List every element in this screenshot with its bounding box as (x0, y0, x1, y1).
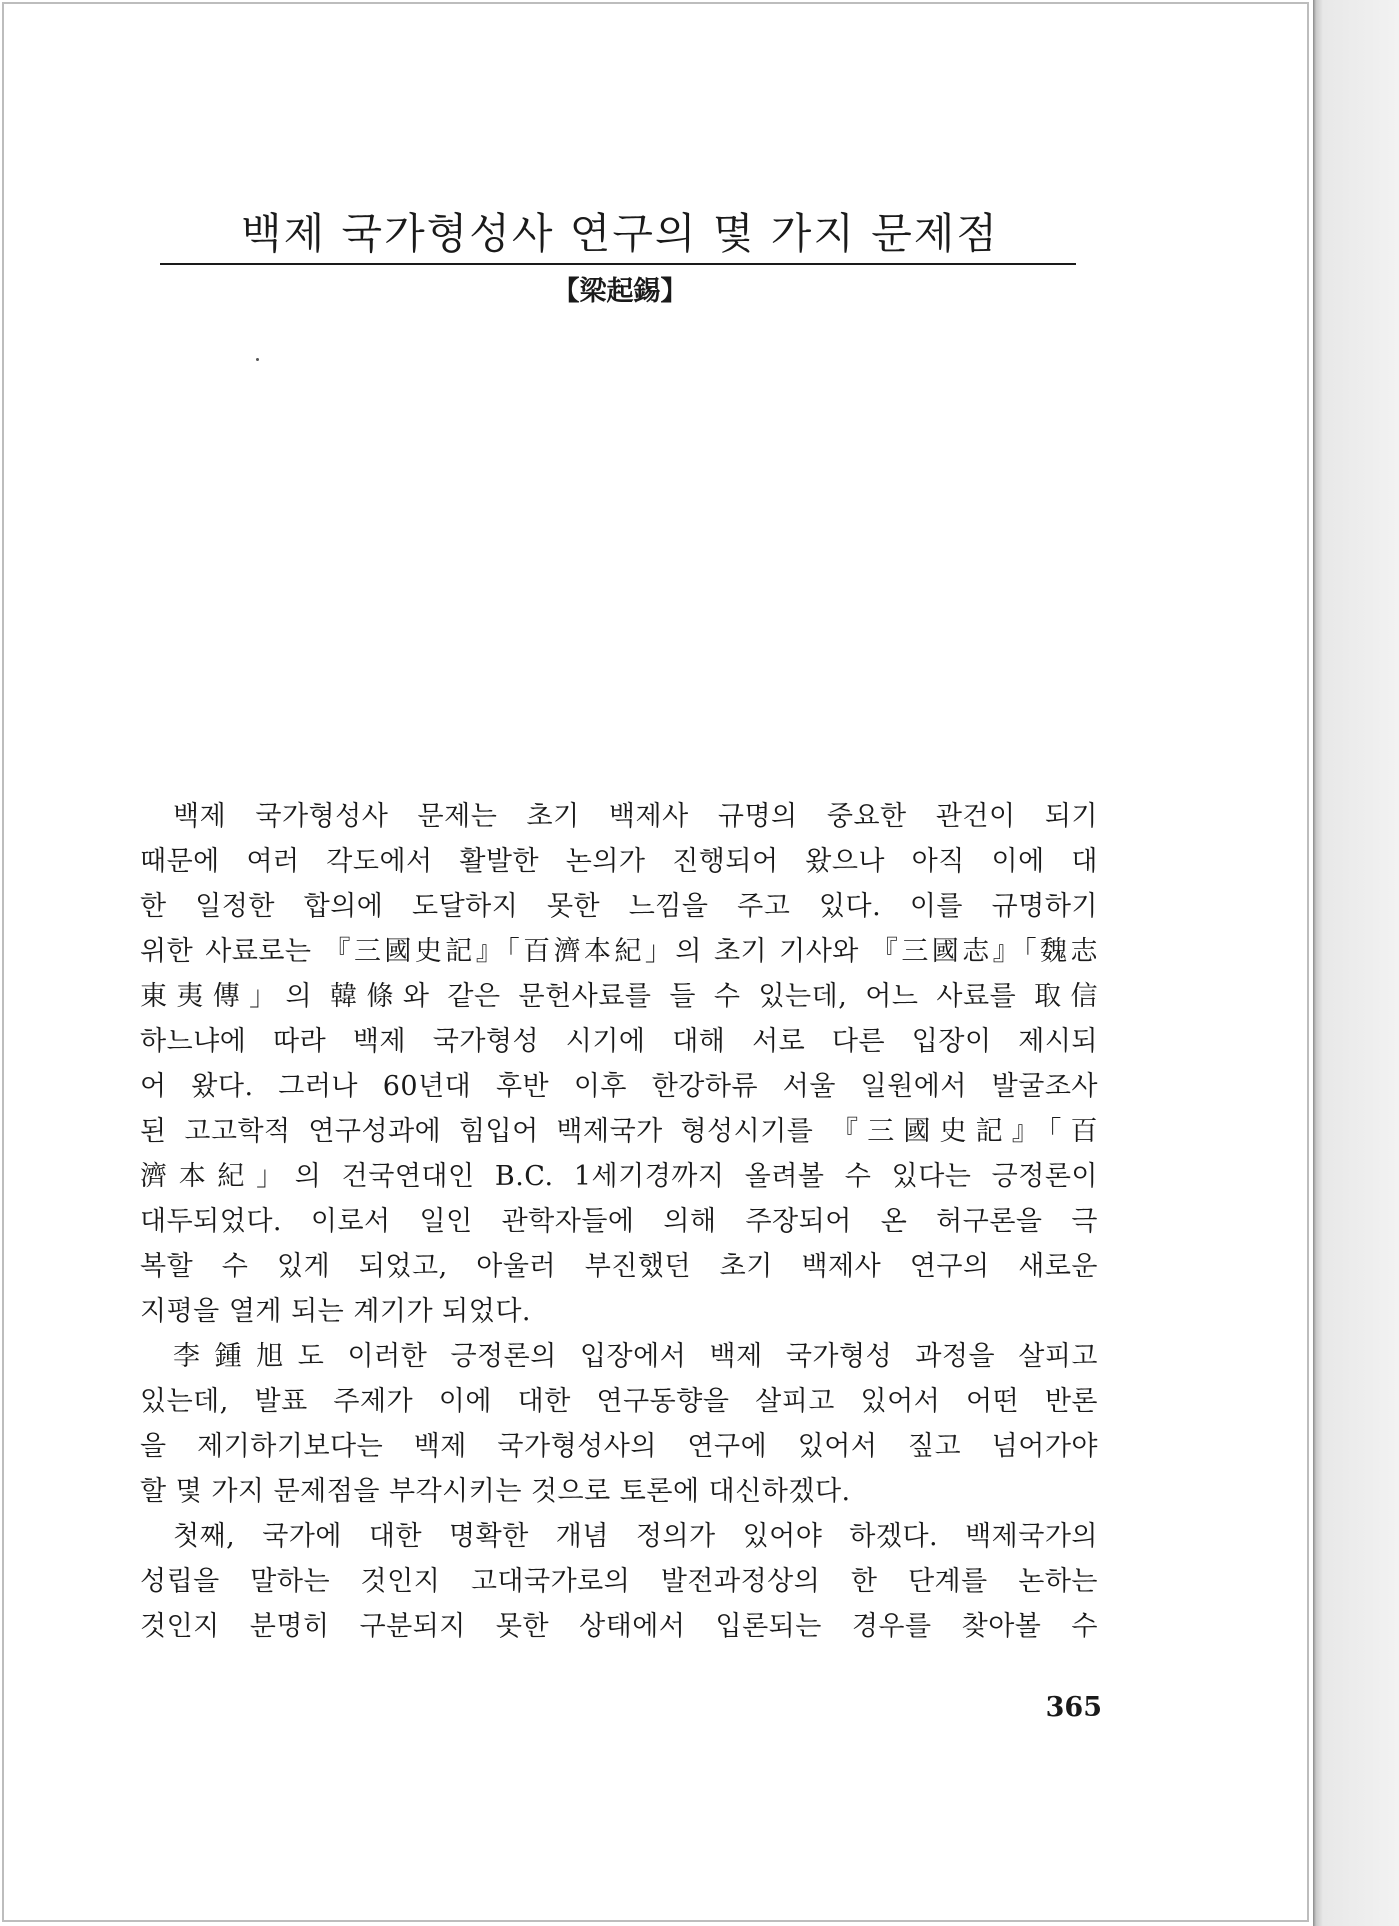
body-line: 복할 수 있게 되었고, 아울러 부진했던 초기 백제사 연구의 새로운 (140, 1251, 1098, 1282)
body-line: 성립을 말하는 것인지 고대국가로의 발전과정상의 한 단계를 논하는 (140, 1566, 1098, 1597)
body-line: 李鍾旭도 이러한 긍정론의 입장에서 백제 국가형성 과정을 살피고 (173, 1341, 1098, 1372)
article-title: 백제 국가형성사 연구의 몇 가지 문제점 (241, 209, 999, 258)
body-line: 東夷傳」의 韓條와 같은 문헌사료를 들 수 있는데, 어느 사료를 取信 (140, 981, 1098, 1012)
body-line: 때문에 여러 각도에서 활발한 논의가 진행되어 왔으나 아직 이에 대 (140, 846, 1098, 877)
page-number: 365 (1045, 1692, 1102, 1723)
scan-speck (256, 358, 259, 361)
body-line: 있는데, 발표 주제가 이에 대한 연구동향을 살피고 있어서 어떤 반론 (140, 1386, 1098, 1417)
body-line: 을 제기하기보다는 백제 국가형성사의 연구에 있어서 짚고 넘어가야 (140, 1431, 1098, 1462)
body-line: 백제 국가형성사 문제는 초기 백제사 규명의 중요한 관건이 되기 (173, 801, 1098, 832)
body-line: 어 왔다. 그러나 60년대 후반 이후 한강하류 서울 일원에서 발굴조사 (140, 1071, 1098, 1102)
body-line: 하느냐에 따라 백제 국가형성 시기에 대해 서로 다른 입장이 제시되 (140, 1026, 1098, 1057)
body-line: 대두되었다. 이로서 일인 관학자들에 의해 주장되어 온 허구론을 극 (140, 1206, 1098, 1237)
body-line: 할 몇 가지 문제점을 부각시키는 것으로 토론에 대신하겠다. (140, 1476, 851, 1507)
body-line: 것인지 분명히 구분되지 못한 상태에서 입론되는 경우를 찾아볼 수 (140, 1611, 1098, 1642)
body-line: 한 일정한 합의에 도달하지 못한 느낌을 주고 있다. 이를 규명하기 (140, 891, 1098, 922)
body-line: 첫째, 국가에 대한 명확한 개념 정의가 있어야 하겠다. 백제국가의 (173, 1521, 1098, 1552)
author-name: 【梁起錫】 (552, 276, 688, 307)
body-line: 지평을 열게 되는 계기가 되었다. (140, 1296, 531, 1327)
title-underline (160, 263, 1076, 265)
body-line: 된 고고학적 연구성과에 힘입어 백제국가 형성시기를 『三國史記』「百 (140, 1116, 1098, 1147)
body-line: 濟本紀」의 건국연대인 B.C. 1세기경까지 올려볼 수 있다는 긍정론이 (140, 1161, 1098, 1192)
body-text (140, 794, 1098, 1649)
viewer-margin (1313, 0, 1399, 1926)
body-line: 위한 사료로는 『三國史記』「百濟本紀」의 초기 기사와 『三國志』「魏志 (140, 936, 1098, 967)
